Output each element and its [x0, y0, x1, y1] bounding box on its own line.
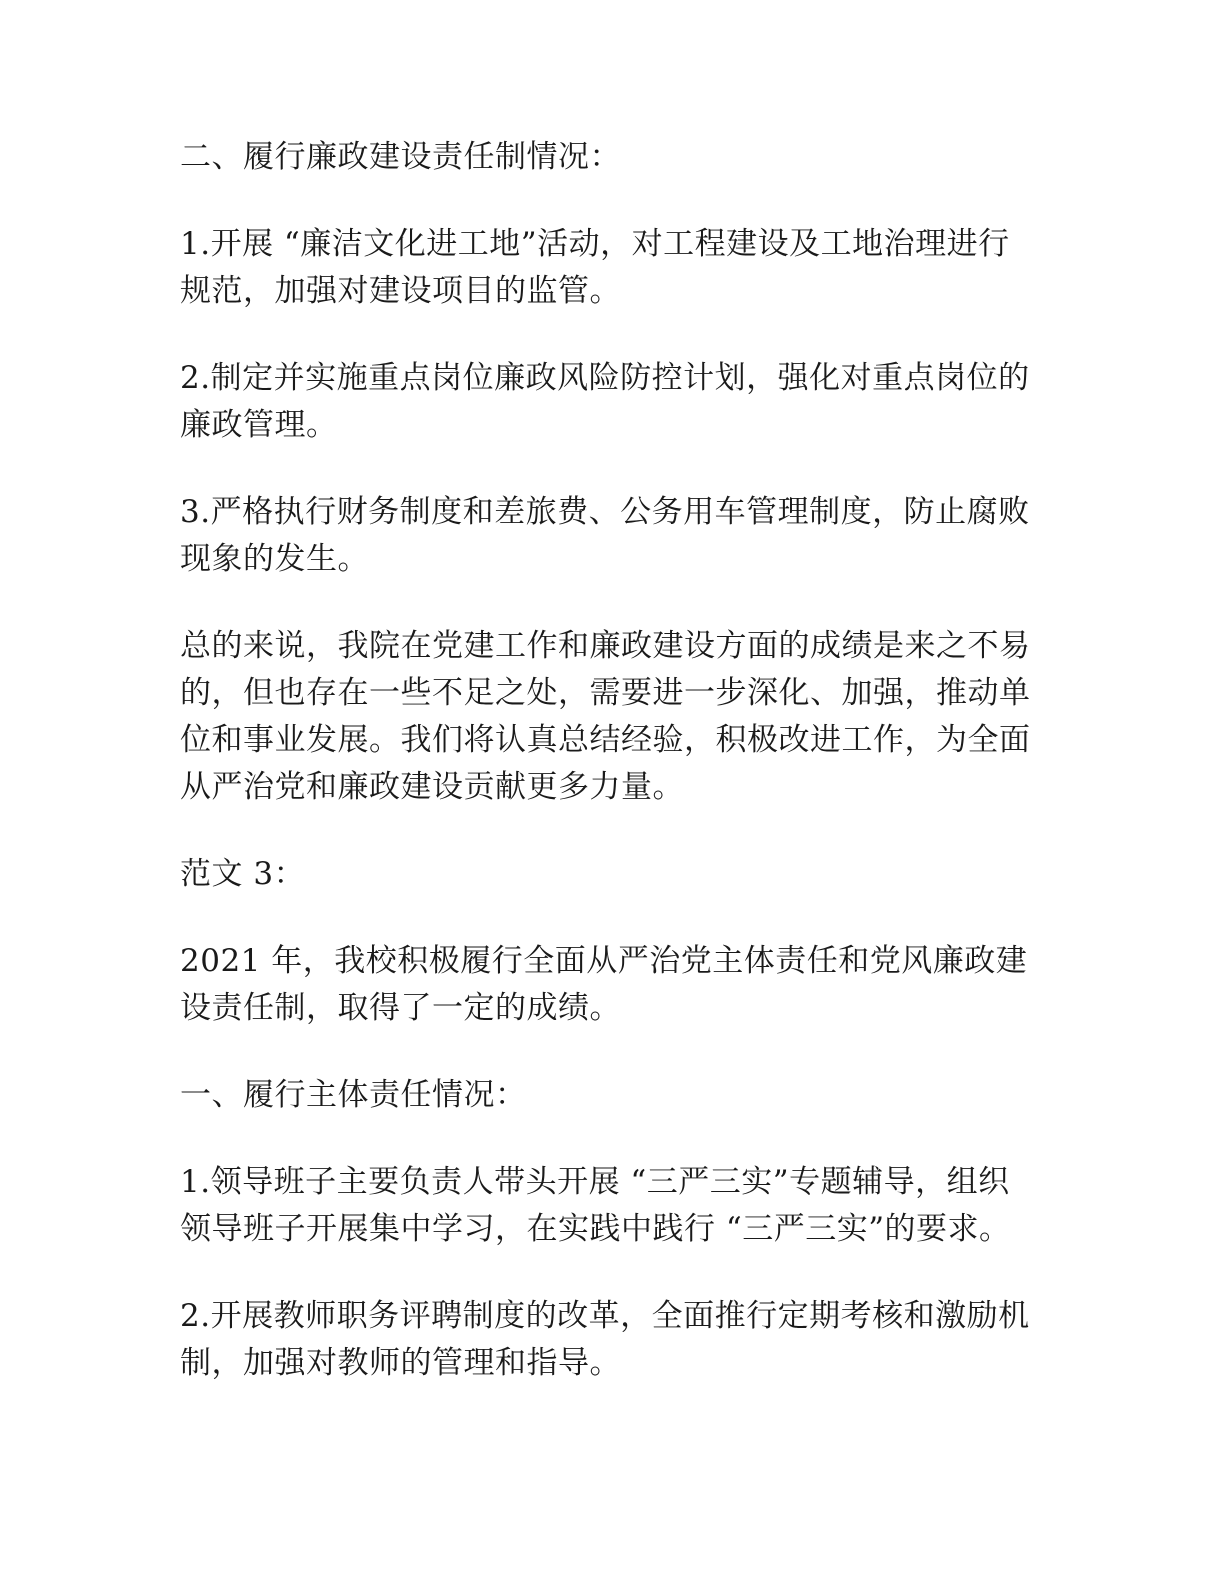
list-item: 1.领导班子主要负责人带头开展 “三严三实”专题辅导，组织领导班子开展集中学习，在实践中践行 “三严三实”的要求。	[180, 1164, 1011, 1247]
summary-paragraph: 总的来说，我院在党建工作和廉政建设方面的成绩是来之不易的，但也存在一些不足之处，需要进一步深化、加强，推动单位和事业发展。我们将认真总结经验，积极改进工作，为全面从严治党和廉政建设贡献更多力量。	[180, 628, 1031, 805]
intro-paragraph: 2021 年，我校积极履行全面从严治党主体责任和党风廉政建设责任制，取得了一定的成绩。	[180, 943, 1028, 1026]
section-heading-integrity: 二、履行廉政建设责任制情况：	[180, 139, 621, 175]
list-item: 3.严格执行财务制度和差旅费、公务用车管理制度，防止腐败现象的发生。	[180, 494, 1030, 577]
list-item: 2.制定并实施重点岗位廉政风险防控计划，强化对重点岗位的廉政管理。	[180, 360, 1030, 443]
document-page	[180, 134, 1040, 1387]
list-item: 1.开展 “廉洁文化进工地”活动，对工程建设及工地治理进行规范，加强对建设项目的监管。	[180, 226, 1010, 309]
sample-heading: 范文 3：	[180, 856, 306, 892]
section-heading-responsibility: 一、履行主体责任情况：	[180, 1077, 527, 1113]
list-item: 2.开展教师职务评聘制度的改革，全面推行定期考核和激励机制，加强对教师的管理和指导。	[180, 1298, 1030, 1381]
